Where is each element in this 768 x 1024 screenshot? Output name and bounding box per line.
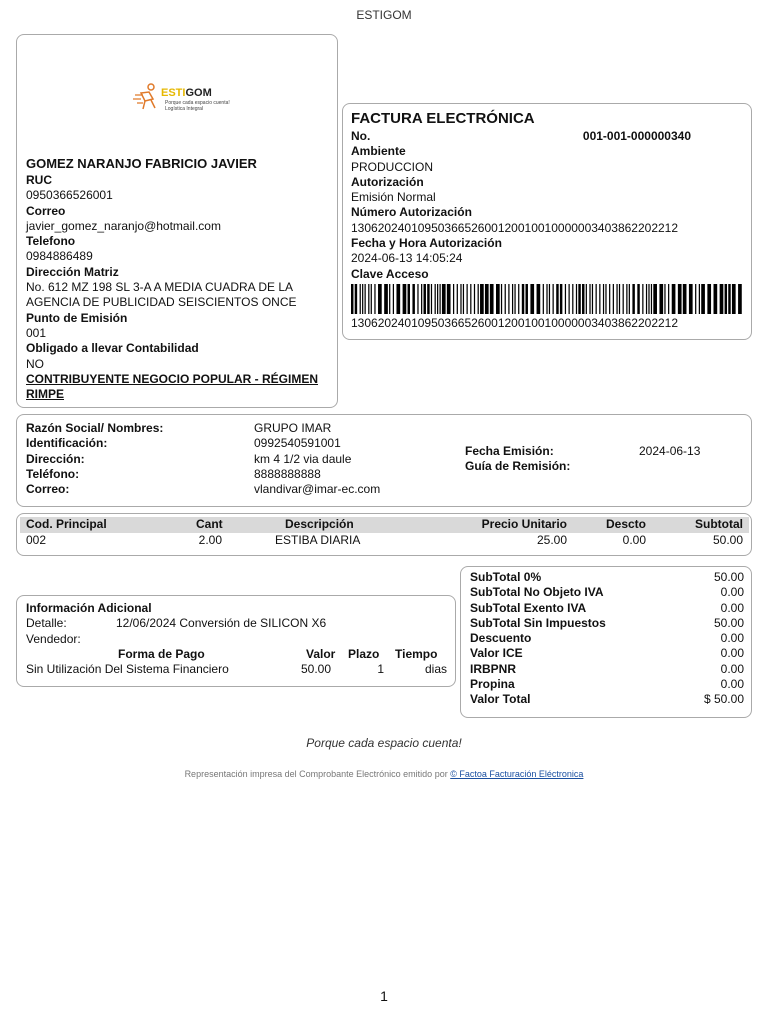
totals-label: Valor Total xyxy=(470,692,531,707)
totals-value: 0.00 xyxy=(720,646,744,661)
invoice-title: FACTURA ELECTRÓNICA xyxy=(351,110,535,127)
col-code-header: Cod. Principal xyxy=(26,517,107,531)
totals-label: Valor ICE xyxy=(470,646,523,661)
logo-wordmark: ESTIGOM xyxy=(161,87,212,99)
totals-label: SubTotal Exento IVA xyxy=(470,600,587,615)
totals-row xyxy=(470,692,744,707)
row-qty: 2.00 xyxy=(198,533,222,547)
logo-figure-icon xyxy=(131,81,161,111)
totals-label: SubTotal No Objeto IVA xyxy=(470,585,604,600)
ruc-value: 0950366526001 xyxy=(26,188,113,203)
totals-row xyxy=(470,616,744,631)
row-code: 002 xyxy=(26,533,47,547)
payment-term-header: Plazo xyxy=(348,647,380,661)
totals-label: SubTotal 0% xyxy=(470,570,542,584)
totals-row xyxy=(470,585,744,600)
payment-value-header: Valor xyxy=(306,647,336,661)
col-subtotal-header: Subtotal xyxy=(695,517,743,531)
auth-datetime-label: Fecha y Hora Autorización xyxy=(351,236,502,251)
totals-panel xyxy=(460,566,752,718)
address-line-2: AGENCIA DE PUBLICIDAD SEISCIENTOS ONCE xyxy=(26,295,297,310)
auth-datetime-value: 2024-06-13 14:05:24 xyxy=(351,251,463,266)
invoice-panel xyxy=(342,103,752,340)
page-header-title: ESTIGOM xyxy=(356,8,412,22)
client-name-label: Razón Social/ Nombres: xyxy=(26,421,164,435)
access-key-value: 1306202401095036652600120010010000003403862202212 xyxy=(351,316,679,330)
address-line-1: No. 612 MZ 198 SL 3-A A MEDIA CUADRA DE LA xyxy=(26,280,294,295)
page-number: 1 xyxy=(380,988,388,1004)
client-name: GRUPO IMAR xyxy=(254,421,332,435)
authorization-value: Emisión Normal xyxy=(351,190,436,205)
totals-row xyxy=(470,631,744,646)
payment-term: 1 xyxy=(377,662,384,676)
footer-slogan: Porque cada espacio cuenta! xyxy=(306,736,462,750)
col-unit-price-header: Precio Unitario xyxy=(481,517,567,531)
client-address-label: Dirección: xyxy=(26,451,85,466)
totals-label: Descuento xyxy=(470,631,532,646)
totals-value: 50.00 xyxy=(713,570,744,584)
payment-method: Sin Utilización Del Sistema Financiero xyxy=(26,662,229,676)
authorization-label: Autorización xyxy=(351,174,424,189)
totals-row xyxy=(470,601,744,616)
col-desc-header: Descripción xyxy=(285,517,354,531)
ruc-label: RUC xyxy=(26,173,52,187)
factoa-link[interactable]: © Factoa Facturación Eléctronica xyxy=(450,769,584,779)
auth-number-label: Número Autorización xyxy=(351,205,472,220)
client-phone: 8888888888 xyxy=(254,466,321,481)
access-key-label: Clave Acceso xyxy=(351,266,429,281)
payment-value: 50.00 xyxy=(300,662,331,676)
payment-time-header: Tiempo xyxy=(395,647,438,661)
client-id: 0992540591001 xyxy=(254,436,341,451)
logo-tagline: Porque cada espacio cuenta! Logística Integral xyxy=(165,100,230,112)
client-panel xyxy=(16,414,752,507)
issuer-panel xyxy=(16,34,338,408)
email-label: Correo xyxy=(26,203,66,218)
totals-label: Propina xyxy=(470,677,515,692)
detail-value: 12/06/2024 Conversión de SILICON X6 xyxy=(116,616,327,630)
email-value: javier_gomez_naranjo@hotmail.com xyxy=(26,218,221,233)
phone-label: Telefono xyxy=(26,234,76,249)
totals-value: 0.00 xyxy=(720,631,744,646)
client-address: km 4 1/2 via daule xyxy=(254,451,352,466)
accounting-label: Obligado a llevar Contabilidad xyxy=(26,341,199,356)
totals-value: 50.00 xyxy=(713,615,744,630)
items-table-header xyxy=(20,517,749,533)
row-discount: 0.00 xyxy=(622,533,646,547)
emission-point-value: 001 xyxy=(26,325,47,340)
col-qty-header: Cant xyxy=(196,517,223,531)
client-id-label: Identificación: xyxy=(26,436,108,451)
additional-info-panel xyxy=(16,595,456,687)
environment-label: Ambiente xyxy=(351,144,406,159)
totals-value: 0.00 xyxy=(720,600,744,615)
row-subtotal: 50.00 xyxy=(712,533,743,547)
detail-label: Detalle: xyxy=(26,616,67,630)
accounting-value: NO xyxy=(26,356,44,371)
client-phone-label: Teléfono: xyxy=(26,466,80,481)
emission-point-label: Punto de Emisión xyxy=(26,310,128,325)
emission-date-label: Fecha Emisión: xyxy=(465,444,554,458)
totals-value: 0.00 xyxy=(720,585,744,600)
client-email-label: Correo: xyxy=(26,482,70,497)
items-table xyxy=(16,513,752,556)
guide-label: Guía de Remisión: xyxy=(465,459,571,474)
row-desc: ESTIBA DIARIA xyxy=(275,533,361,547)
col-discount-header: Descto xyxy=(605,517,646,531)
company-logo xyxy=(131,81,231,117)
totals-row xyxy=(470,646,744,661)
issuer-name: GOMEZ NARANJO FABRICIO JAVIER xyxy=(26,156,257,171)
payment-method-header: Forma de Pago xyxy=(118,647,205,661)
invoice-number: 001-001-000000340 xyxy=(582,129,691,143)
seller-label: Vendedor: xyxy=(26,632,81,646)
emission-date: 2024-06-13 xyxy=(639,444,701,458)
footer-note-text: Representación impresa del Comprobante Electrónico emitido por xyxy=(184,769,448,779)
totals-row xyxy=(470,570,744,585)
client-email: vlandivar@imar-ec.com xyxy=(254,482,381,497)
phone-value: 0984886489 xyxy=(26,249,93,264)
totals-value: 0.00 xyxy=(720,677,744,692)
auth-number-value: 1306202401095036652600120010010000003403862202212 xyxy=(351,220,679,235)
totals-value: 0.00 xyxy=(720,661,744,676)
row-unit-price: 25.00 xyxy=(536,533,567,547)
regime-line-1: CONTRIBUYENTE NEGOCIO POPULAR - RÉGIMEN xyxy=(26,371,319,386)
totals-label: SubTotal Sin Impuestos xyxy=(470,615,606,630)
footer-note xyxy=(0,769,768,779)
additional-info-title: Información Adicional xyxy=(26,601,152,615)
totals-row xyxy=(470,662,744,677)
regime-line-2: RIMPE xyxy=(26,387,65,402)
totals-row xyxy=(470,677,744,692)
totals-value: $ 50.00 xyxy=(703,692,744,707)
payment-time: dias xyxy=(424,662,447,676)
totals-label: IRBPNR xyxy=(470,661,517,676)
environment-value: PRODUCCION xyxy=(351,159,434,174)
address-label: Dirección Matriz xyxy=(26,264,119,279)
table-row xyxy=(20,533,749,549)
invoice-number-label: No. xyxy=(351,129,371,143)
access-key-barcode xyxy=(351,284,743,314)
